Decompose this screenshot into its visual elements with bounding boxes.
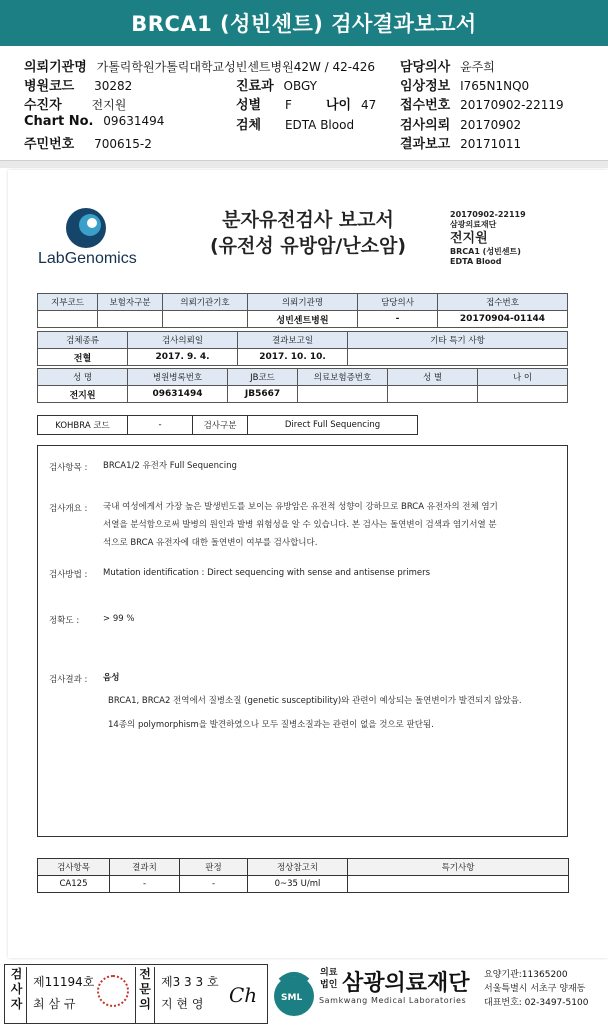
doctor-sign-info [161,971,219,1015]
report-date-row [400,133,521,152]
result-text [108,692,568,734]
receipt-label: 접수번호 [400,98,451,113]
document-title [198,207,418,259]
rrn-row [24,133,152,152]
table-cell [348,876,569,893]
hospital-code-label: 병원코드 [24,79,75,94]
table-cell: 검체종류 [38,332,128,349]
overview-line: 석으로 BRCA 유전자에 대한 돌연변이 여부를 검사합니다. [103,538,318,548]
seal-icon [97,975,129,1007]
dept-value: OBGY [283,79,318,93]
table-cell: 전혈 [38,349,128,366]
report-title: BRCA1 (성빈센트) 검사결과보고서 [131,12,477,36]
request-row [400,114,521,133]
table-cell: 담당의사 [358,294,438,311]
table-cell: 성 별 [388,369,478,386]
summary-panel [0,46,608,158]
report-title-bar [0,0,608,46]
tester-label: 검 사 자 [7,967,27,1023]
phone-line: 대표번호: 02-3497-5100 [484,998,589,1008]
test-item-label: 검사항목 : [49,463,88,473]
age-label: 나이 [326,98,352,113]
stamp-specimen: EDTA Blood [450,257,502,266]
table-cell: 전지원 [38,386,128,403]
table-cell: - [110,876,180,893]
sex-row [236,94,292,113]
section-divider [0,160,608,168]
chart-row [24,114,164,129]
table-cell: 특기사항 [348,859,569,876]
table-cell: 병원병록번호 [128,369,228,386]
sml-logo-text: SML [281,993,303,1003]
stamp-patient: 전지원 [450,231,488,246]
hospital-code-row [24,75,132,94]
overview-line: 국내 여성에게서 가장 높은 발생빈도를 보이는 유방암은 유전적 성향이 강하므로 BRCA 유전자의 전체 염기 [103,502,498,512]
document-title-line2: (유전성 유방암/난소암) [209,235,407,257]
table-cell [388,386,478,403]
labgenomics-logo-text: LabGenomics [38,250,137,267]
institution-value: 가톨릭학원가톨릭대학교성빈센트병원42W / 42-426 [96,60,376,74]
table-cell [163,311,248,328]
table-cell: 결과보고일 [238,332,348,349]
table-cell: 의뢰기관기호 [163,294,248,311]
info-table-1-row [38,311,568,328]
clinical-row [400,75,529,94]
request-label: 검사의뢰 [400,118,451,133]
dept-label: 진료과 [236,79,274,94]
table-cell: 검사의뢰일 [128,332,238,349]
patient-label: 수진자 [24,98,62,113]
table-cell: 판정 [180,859,248,876]
table-cell: - [358,311,438,328]
specimen-value: EDTA Blood [284,118,355,132]
kohbra-row [38,416,418,435]
table-cell [298,386,388,403]
dept-row [236,75,317,94]
table-cell [478,386,568,403]
info-table-3 [37,368,568,403]
signature: Ch [229,983,258,1007]
table-cell: 기타 특기 사항 [348,332,568,349]
result-value: 음성 [103,673,120,683]
sex-label: 성별 [236,98,262,113]
rrn-label: 주민번호 [24,137,75,152]
table-cell: JB5667 [228,386,298,403]
accuracy-label: 정확도 : [49,616,80,626]
table-cell: 의료보험증번호 [298,369,388,386]
receipt-value: 20170902-22119 [460,98,564,112]
doctor-name: 지 현 영 [161,997,204,1011]
ca125-table [37,858,569,893]
institution-row [24,56,375,75]
document-title-line1: 분자유전검사 보고서 [222,209,394,231]
table-cell: 성빈센트병원 [248,311,358,328]
table-cell: - [180,876,248,893]
corp-line1: 의료 [320,968,338,978]
kohbra-method-value: Direct Full Sequencing [248,416,418,435]
table-cell: CA125 [38,876,110,893]
table-cell: 성 명 [38,369,128,386]
tester-info [33,971,94,1015]
doctor-label: 담당의사 [400,60,451,75]
patient-value: 전지원 [91,98,127,112]
stamp-test: BRCA1 (성빈센트) [450,247,521,256]
table-cell: 보험자구분 [98,294,163,311]
corp-line2: 법인 [320,980,338,990]
receipt-row [400,94,564,113]
request-value: 20170902 [460,118,522,132]
table-cell: 정상참고치 [248,859,348,876]
rrn-value: 700615-2 [94,137,152,151]
overview-line: 서열을 분석함으로써 발병의 원인과 발병 위험성을 알 수 있습니다. 본 검사는 돌연변이 검색과 염기서열 분 [103,520,497,530]
stamp-info [450,210,526,267]
doctor-row [400,56,495,75]
stamp-number: 20170902-22119 [450,210,526,219]
stamp-org: 삼광의료재단 [450,220,497,229]
info-table-3-header [38,369,568,386]
institution-label: 의뢰기관명 [24,60,87,75]
code-line: 요양기관:11365200 [484,970,568,980]
table-cell: 0~35 U/ml [248,876,348,893]
table-cell [98,311,163,328]
kohbra-label: KOHBRA 코드 [38,416,128,435]
kohbra-table [37,415,418,435]
kohbra-method-label: 검사구분 [193,416,248,435]
hospital-code-value: 30282 [94,79,133,93]
table-cell: 의뢰기관명 [248,294,358,311]
method-label: 검사방법 : [49,570,88,580]
table-cell: 2017. 9. 4. [128,349,238,366]
method-value: Mutation identification : Direct sequencing with sense and antisense primers [103,568,431,578]
report-date-value: 20171011 [460,137,522,151]
table-cell [348,349,568,366]
table-cell: 접수번호 [438,294,568,311]
address-line: 서울특별시 서초구 양재동 [484,984,586,994]
doctor-license: 제3 3 3 호 [161,975,219,989]
sml-logo-icon [272,966,316,1018]
overview-label: 검사개요 : [49,504,88,514]
doctor-sign-label: 전 문 의 [135,967,155,1023]
report-date-label: 결과보고 [400,137,451,152]
doctor-value: 윤주희 [460,60,495,74]
clinical-label: 임상정보 [400,79,451,94]
info-table-1 [37,293,568,328]
table-cell: 검사항목 [38,859,110,876]
table-cell: 09631494 [128,386,228,403]
info-table-2 [37,331,568,366]
result-label: 검사결과 : [49,675,88,685]
accuracy-value: > 99 % [103,614,135,624]
ca125-table-header [38,859,569,876]
specimen-row [236,114,354,133]
result-box [37,445,568,837]
result-line: BRCA1, BRCA2 전역에서 질병소질 (genetic susceptibility)와 관련이 예상되는 돌연변이가 발견되지 않았음. [108,696,522,706]
table-cell [38,311,98,328]
foundation-name: 삼광의료재단 [342,971,470,996]
table-cell: 20170904-01144 [438,311,568,328]
foundation-english: Samkwang Medical Laboratories [319,996,467,1005]
signature-box [4,964,268,1024]
table-cell: JB코드 [228,369,298,386]
chart-label: Chart No. [24,114,94,129]
patient-row [24,94,126,113]
ca125-table-row [38,876,569,893]
specimen-label: 검체 [236,118,262,133]
age-row [326,94,376,113]
tester-license: 제11194호 [33,975,95,989]
chart-value: 09631494 [103,114,165,128]
kohbra-value: - [128,416,193,435]
info-table-2-header [38,332,568,349]
table-cell: 나 이 [478,369,568,386]
table-cell: 결과치 [110,859,180,876]
overview-text [103,498,563,552]
test-item-value: BRCA1/2 유전자 Full Sequencing [103,461,237,471]
info-table-2-row [38,349,568,366]
result-line: 14종의 polymorphism을 발견하였으나 모두 질병소질과는 관련이 없을 것으로 판단됨. [108,720,434,730]
sex-value: F [284,98,292,112]
clinical-value: I765N1NQ0 [460,79,530,93]
scanned-report-page [8,170,608,958]
info-table-1-header [38,294,568,311]
tester-name: 최 삼 규 [33,997,76,1011]
age-value: 47 [360,98,377,112]
info-table-3-row [38,386,568,403]
footer [0,960,608,1029]
table-cell: 지부코드 [38,294,98,311]
table-cell: 2017. 10. 10. [238,349,348,366]
